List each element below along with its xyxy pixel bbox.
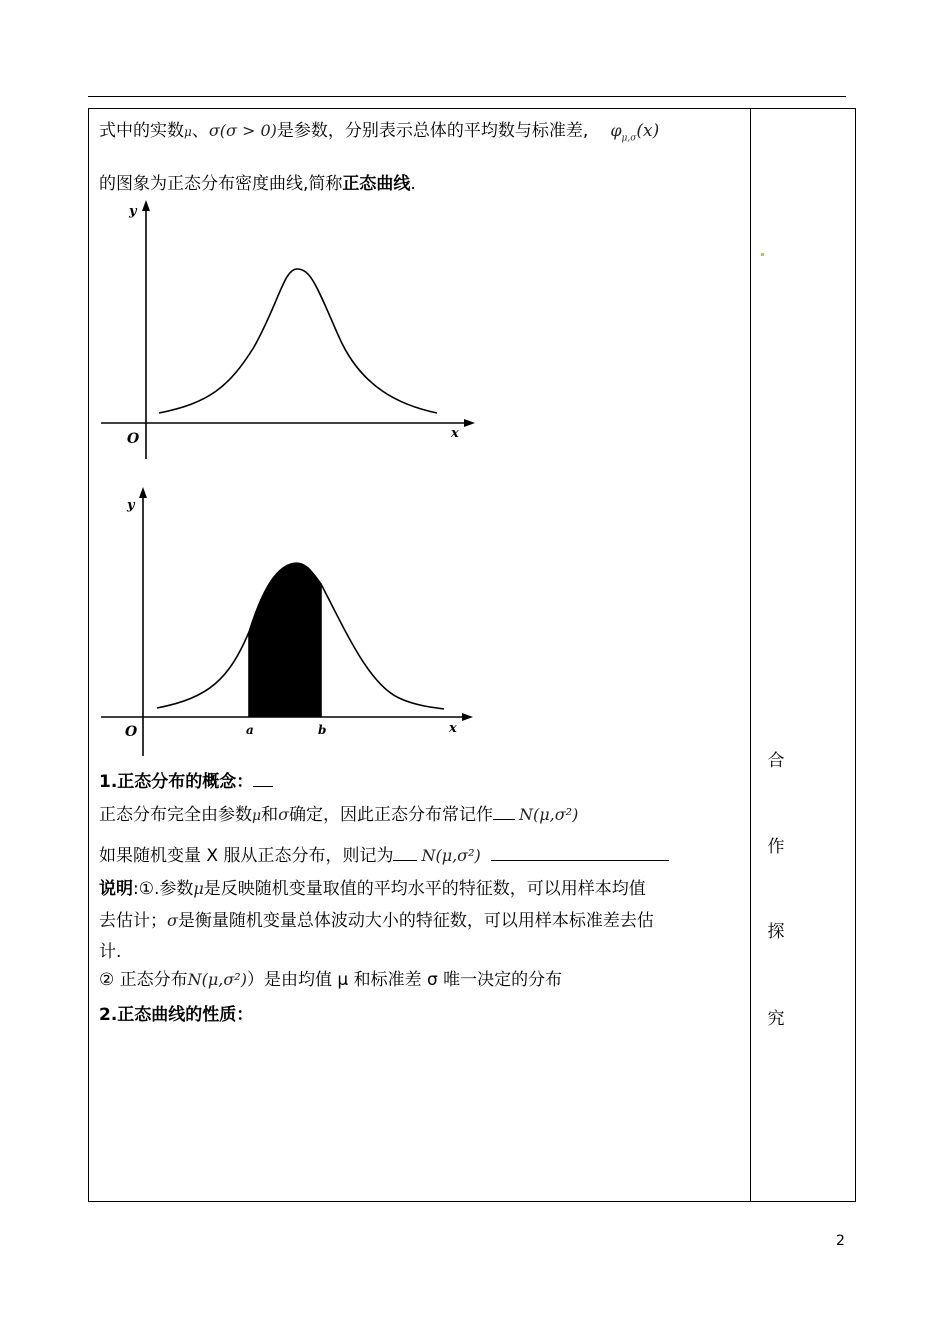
y-axis-label: y [129, 204, 137, 219]
shaded-normal-curve-figure [99, 484, 479, 759]
a-label: a [246, 723, 254, 737]
text: 正态分布完全由参数 [99, 805, 252, 825]
blank-line [393, 844, 417, 861]
intro-text: 式中的实数 [99, 121, 184, 141]
intro-line-1 [99, 119, 659, 150]
phi-subscript: μ,σ [621, 133, 637, 144]
sigma-symbol: σ [278, 805, 290, 824]
text: ）是由均值 μ 和标准差 σ 唯一决定的分布 [246, 970, 563, 990]
section1-heading-text: 1.正态分布的概念： [99, 772, 254, 792]
answer-blank-line [491, 844, 669, 861]
note2-line [99, 968, 562, 992]
section1-paragraph-2 [99, 844, 669, 868]
x-axis-label: x [451, 426, 459, 441]
section2-heading [99, 1003, 253, 1027]
period: . [410, 174, 416, 194]
phi-argument: (x) [636, 121, 660, 141]
side-char-1: 合 [767, 751, 785, 771]
phi-symbol: φ [610, 121, 622, 140]
x-axis-arrow-icon [462, 713, 473, 721]
text: 是反映随机变量取值的平均水平的特征数，可以用样本均值 [203, 879, 646, 899]
y-axis-label: y [127, 498, 135, 513]
header-rule [88, 96, 846, 97]
section1-paragraph-1 [99, 803, 578, 828]
note-line-3 [99, 940, 121, 964]
note-line-2 [99, 909, 654, 933]
note-line-1 [99, 877, 646, 901]
intro-text-3: 的图象为正态分布密度曲线,简称 [99, 174, 343, 194]
blank-line [493, 803, 515, 820]
section1-heading [99, 770, 273, 794]
origin-label: O [127, 431, 140, 447]
blank-line [253, 770, 273, 787]
text: 计. [99, 942, 122, 962]
normal-curve-figure [99, 197, 479, 467]
y-axis-arrow-icon [142, 200, 150, 211]
normal-notation: N(μ,σ²) [421, 846, 481, 865]
mu-symbol: μ [184, 125, 192, 139]
text: 去估计； [99, 911, 167, 931]
sigma-symbol: σ [167, 911, 178, 930]
text: 和 [261, 805, 279, 825]
mu-symbol: μ [252, 808, 262, 824]
text: ② 正态分布 [99, 970, 188, 990]
normal-curve [159, 269, 437, 413]
side-char-2: 作 [767, 837, 785, 857]
x-axis-label: x [449, 721, 457, 736]
x-axis-arrow-icon [464, 419, 475, 427]
text: :①.参数 [133, 879, 194, 899]
side-char-4: 究 [767, 1009, 785, 1029]
column-divider [750, 109, 751, 1201]
normal-notation: N(μ,σ²) [519, 805, 579, 824]
b-label: b [318, 723, 327, 737]
side-char-3: 探 [767, 922, 785, 942]
section2-heading-text: 2.正态曲线的性质： [99, 1005, 254, 1025]
intro-line-2 [99, 172, 416, 196]
content-table [88, 108, 856, 1202]
page-number: 2 [836, 1233, 845, 1249]
y-axis-arrow-icon [139, 487, 147, 498]
text: 确定，因此正态分布常记作 [289, 805, 494, 825]
normal-notation: N(μ,σ²) [187, 970, 247, 989]
note-label: 说明 [99, 879, 133, 899]
origin-label: O [125, 724, 138, 740]
text: 是衡量随机变量总体波动大小的特征数，可以用样本标准差去估 [177, 911, 654, 931]
separator: 、 [191, 121, 209, 141]
normal-curve-term: 正态曲线 [342, 174, 411, 194]
sigma-condition: σ(σ > 0) [208, 121, 277, 140]
intro-text-2: 是参数，分别表示总体的平均数与标准差, [276, 121, 589, 141]
speck [761, 253, 764, 256]
text: 如果随机变量 X 服从正态分布，则记为 [99, 846, 394, 866]
mu-symbol: μ [193, 879, 204, 898]
shaded-region [249, 563, 321, 717]
